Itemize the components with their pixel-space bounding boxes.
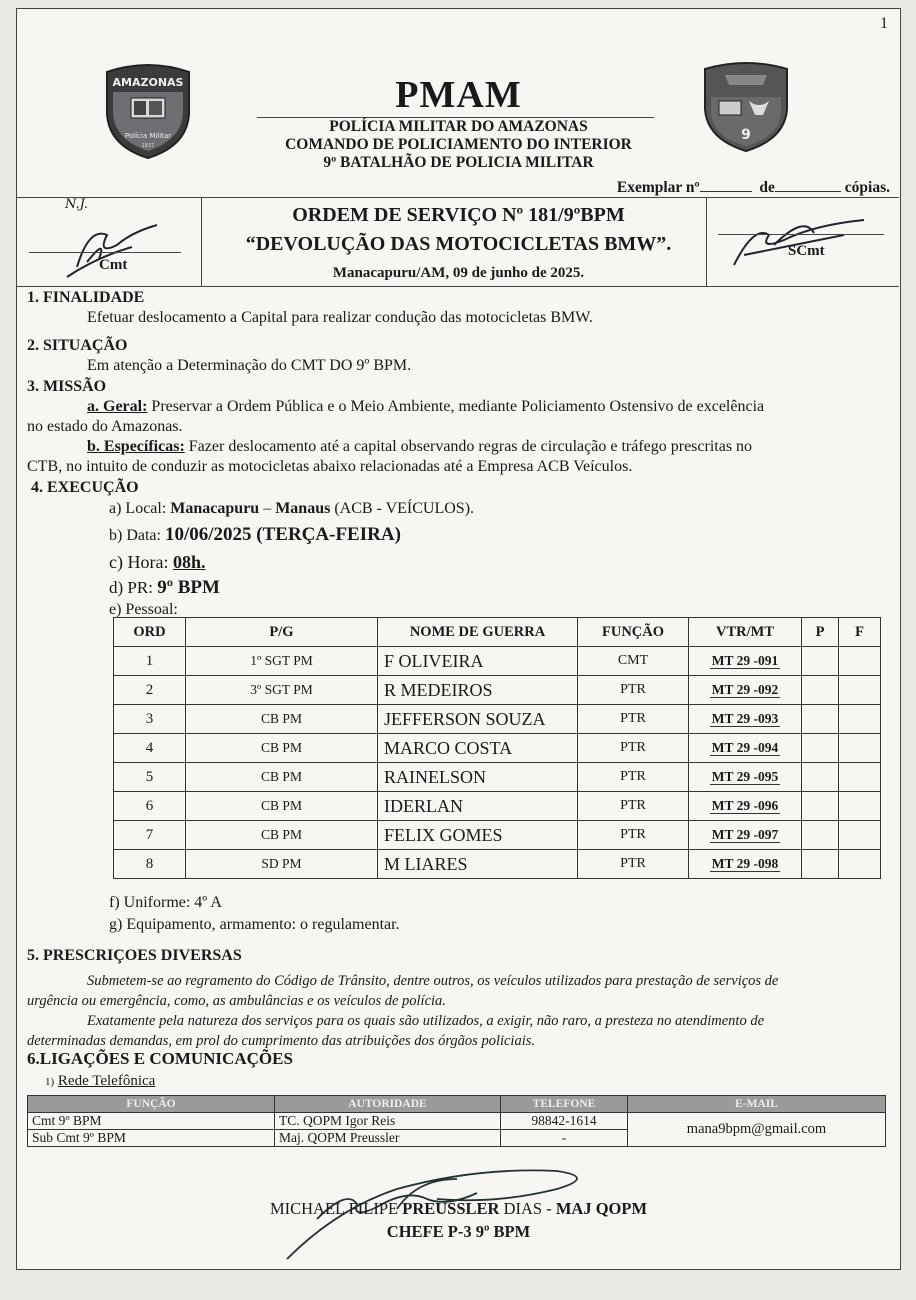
signatory-role: CHEFE P-3 9º BPM bbox=[386, 1222, 531, 1241]
ligacoes-table bbox=[27, 1095, 886, 1147]
cell-ord: 6 bbox=[114, 792, 186, 821]
cell-vtr: MT 29 -091 bbox=[689, 647, 802, 676]
missao-geral-cont: no estado do Amazonas. bbox=[27, 418, 183, 435]
execucao-data: b) Data: 10/06/2025 (TERÇA-FEIRA) bbox=[109, 524, 401, 545]
col-header: E-MAIL bbox=[628, 1096, 886, 1113]
execucao-uniforme: f) Uniforme: 4º A bbox=[109, 894, 222, 911]
cell-p bbox=[802, 850, 839, 879]
header-line-3: 9º BATALHÃO DE POLICIA MILITAR bbox=[323, 154, 594, 171]
cell-pg: CB PM bbox=[186, 821, 378, 850]
cell-nome: R MEDEIROS bbox=[378, 676, 578, 705]
svg-text:AMAZONAS: AMAZONAS bbox=[112, 76, 184, 89]
table-row bbox=[28, 1113, 886, 1130]
cell-ord: 3 bbox=[114, 705, 186, 734]
cell-pg: 3º SGT PM bbox=[186, 676, 378, 705]
scmt-signature-block bbox=[706, 197, 899, 286]
cell-vtr: MT 29 -095 bbox=[689, 763, 802, 792]
cell-funcao: PTR bbox=[578, 763, 689, 792]
cell-ord: 1 bbox=[114, 647, 186, 676]
cell-vtr: MT 29 -092 bbox=[689, 676, 802, 705]
col-header: FUNÇÃO bbox=[578, 618, 689, 647]
svg-text:9: 9 bbox=[741, 127, 751, 143]
cell-pg: CB PM bbox=[186, 763, 378, 792]
col-header: NOME DE GUERRA bbox=[378, 618, 578, 647]
cell-f bbox=[839, 792, 881, 821]
cell-p bbox=[802, 647, 839, 676]
header-line-1: POLÍCIA MILITAR DO AMAZONAS bbox=[329, 118, 588, 135]
table-row bbox=[114, 821, 881, 850]
col-header: FUNÇÃO bbox=[28, 1096, 275, 1113]
table-row bbox=[114, 647, 881, 676]
cell-nome: FELIX GOMES bbox=[378, 821, 578, 850]
cmt-label: Cmt bbox=[99, 257, 128, 273]
document-page bbox=[16, 8, 901, 1270]
cell-f bbox=[839, 647, 881, 676]
cell-vtr: MT 29 -096 bbox=[689, 792, 802, 821]
cell-nome: JEFFERSON SOUZA bbox=[378, 705, 578, 734]
missao-geral: a. Geral: Preservar a Ordem Pública e o Meio Ambiente, mediante Policiamento Ostensivo de excelência bbox=[87, 398, 765, 415]
svg-text:Polícia Militar: Polícia Militar bbox=[124, 132, 172, 140]
table-row bbox=[114, 792, 881, 821]
cell-funcao: PTR bbox=[578, 705, 689, 734]
scmt-label: SCmt bbox=[788, 243, 825, 259]
cell-vtr: MT 29 -097 bbox=[689, 821, 802, 850]
cell-funcao: Sub Cmt 9º BPM bbox=[28, 1130, 275, 1147]
cell-nome: M LIARES bbox=[378, 850, 578, 879]
page-number: 1 bbox=[880, 15, 888, 32]
prescricoes-p1-cont: urgência ou emergência, como, as ambulâncias e os veículos de polícia. bbox=[27, 993, 446, 1009]
col-header: TELEFONE bbox=[501, 1096, 628, 1113]
execucao-pessoal: e) Pessoal: bbox=[109, 601, 178, 618]
cell-vtr: MT 29 -098 bbox=[689, 850, 802, 879]
handwritten-note: N.J. bbox=[65, 197, 89, 212]
cell-vtr: MT 29 -093 bbox=[689, 705, 802, 734]
table-row bbox=[114, 705, 881, 734]
table-header-row bbox=[114, 618, 881, 647]
section-ligacoes-title: 6.LIGAÇÕES E COMUNICAÇÕES bbox=[27, 1049, 293, 1068]
cell-ord: 8 bbox=[114, 850, 186, 879]
cell-ord: 2 bbox=[114, 676, 186, 705]
exemplar-line: Exemplar nº de cópias. bbox=[616, 179, 890, 196]
cell-telefone: - bbox=[501, 1130, 628, 1147]
cell-funcao: PTR bbox=[578, 734, 689, 763]
table-row bbox=[114, 676, 881, 705]
cell-pg: CB PM bbox=[186, 792, 378, 821]
section-missao-title: 3. MISSÃO bbox=[27, 378, 107, 395]
cell-funcao: PTR bbox=[578, 792, 689, 821]
pessoal-table bbox=[113, 617, 881, 879]
section-finalidade-title: 1. FINALIDADE bbox=[27, 289, 145, 306]
order-place-date: Manacapuru/AM, 09 de junho de 2025. bbox=[332, 265, 585, 281]
col-header: VTR/MT bbox=[689, 618, 802, 647]
cell-f bbox=[839, 850, 881, 879]
cell-f bbox=[839, 821, 881, 850]
cell-p bbox=[802, 734, 839, 763]
prescricoes-p2-cont: determinadas demandas, em prol do cumprimento das atribuições dos órgãos policiais. bbox=[27, 1033, 536, 1049]
cell-pg: SD PM bbox=[186, 850, 378, 879]
cell-nome: MARCO COSTA bbox=[378, 734, 578, 763]
col-header: P bbox=[802, 618, 839, 647]
cell-p bbox=[802, 763, 839, 792]
col-header: P/G bbox=[186, 618, 378, 647]
cell-ord: 7 bbox=[114, 821, 186, 850]
section-finalidade-text: Efetuar deslocamento a Capital para realizar condução das motocicletas BMW. bbox=[87, 309, 593, 326]
cell-nome: RAINELSON bbox=[378, 763, 578, 792]
order-title: ORDEM DE SERVIÇO Nº 181/9ºBPM bbox=[292, 204, 625, 226]
header-line-2: COMANDO DE POLICIAMENTO DO INTERIOR bbox=[285, 136, 632, 153]
cell-f bbox=[839, 763, 881, 792]
cell-ord: 4 bbox=[114, 734, 186, 763]
cell-funcao: PTR bbox=[578, 676, 689, 705]
section-situacao-title: 2. SITUAÇÃO bbox=[27, 337, 128, 354]
cell-funcao: PTR bbox=[578, 850, 689, 879]
missao-especificas-cont: CTB, no intuito de conduzir as motocicletas abaixo relacionadas até a Empresa ACB Veículos. bbox=[27, 458, 633, 475]
cell-f bbox=[839, 705, 881, 734]
cell-p bbox=[802, 676, 839, 705]
cell-f bbox=[839, 734, 881, 763]
cell-funcao: CMT bbox=[578, 647, 689, 676]
execucao-hora: c) Hora: 08h. bbox=[109, 552, 206, 572]
rede-telefonica-label: 1) Rede Telefônica bbox=[45, 1073, 156, 1089]
cell-funcao: PTR bbox=[578, 821, 689, 850]
agency-title: PMAM bbox=[395, 74, 522, 116]
cell-autoridade: Maj. QOPM Preussler bbox=[275, 1130, 501, 1147]
cell-pg: CB PM bbox=[186, 705, 378, 734]
cell-p bbox=[802, 705, 839, 734]
table-row bbox=[114, 763, 881, 792]
signatory-name: MICHAEL FILIPE PREUSSLER DIAS - MAJ QOPM bbox=[269, 1199, 648, 1218]
table-header-row bbox=[28, 1096, 886, 1113]
cell-vtr: MT 29 -094 bbox=[689, 734, 802, 763]
table-row bbox=[114, 850, 881, 879]
cell-nome: F OLIVEIRA bbox=[378, 647, 578, 676]
col-header: AUTORIDADE bbox=[275, 1096, 501, 1113]
cell-autoridade: TC. QOPM Igor Reis bbox=[275, 1113, 501, 1130]
execucao-local: a) Local: Manacapuru – Manaus (ACB - VEÍCULOS). bbox=[109, 500, 475, 517]
execucao-equipamento: g) Equipamento, armamento: o regulamentar. bbox=[109, 916, 400, 933]
execucao-pr: d) PR: 9º BPM bbox=[109, 577, 220, 598]
section-situacao-text: Em atenção a Determinação do CMT DO 9º BPM. bbox=[87, 357, 412, 374]
cell-ord: 5 bbox=[114, 763, 186, 792]
cell-funcao: Cmt 9º BPM bbox=[28, 1113, 275, 1130]
svg-text:1837: 1837 bbox=[141, 143, 155, 149]
prescricoes-p1: Submetem-se ao regramento do Código de Trânsito, dentre outros, os veículos utilizados para prestação de serviços de bbox=[87, 973, 779, 989]
col-header: F bbox=[839, 618, 881, 647]
cell-pg: CB PM bbox=[186, 734, 378, 763]
cell-pg: 1º SGT PM bbox=[186, 647, 378, 676]
order-subtitle: “DEVOLUÇÃO DAS MOTOCICLETAS BMW”. bbox=[245, 233, 672, 255]
col-header: ORD bbox=[114, 618, 186, 647]
missao-especificas: b. Específicas: Fazer deslocamento até a capital observando regras de circulação e tráfego prescritas no bbox=[87, 438, 753, 455]
table-row bbox=[114, 734, 881, 763]
section-prescricoes-title: 5. PRESCRIÇOES DIVERSAS bbox=[27, 947, 242, 964]
cell-f bbox=[839, 676, 881, 705]
cell-telefone: 98842-1614 bbox=[501, 1113, 628, 1130]
section-execucao-title: 4. EXECUÇÃO bbox=[31, 479, 139, 496]
cell-email: mana9bpm@gmail.com bbox=[628, 1113, 886, 1147]
prescricoes-p2: Exatamente pela natureza dos serviços para os quais são utilizados, a exigir, não raro, a presteza no atendimento de bbox=[87, 1013, 765, 1029]
cell-nome: IDERLAN bbox=[378, 792, 578, 821]
scmt-handwritten-signature-icon bbox=[714, 205, 884, 275]
cell-p bbox=[802, 821, 839, 850]
cell-p bbox=[802, 792, 839, 821]
